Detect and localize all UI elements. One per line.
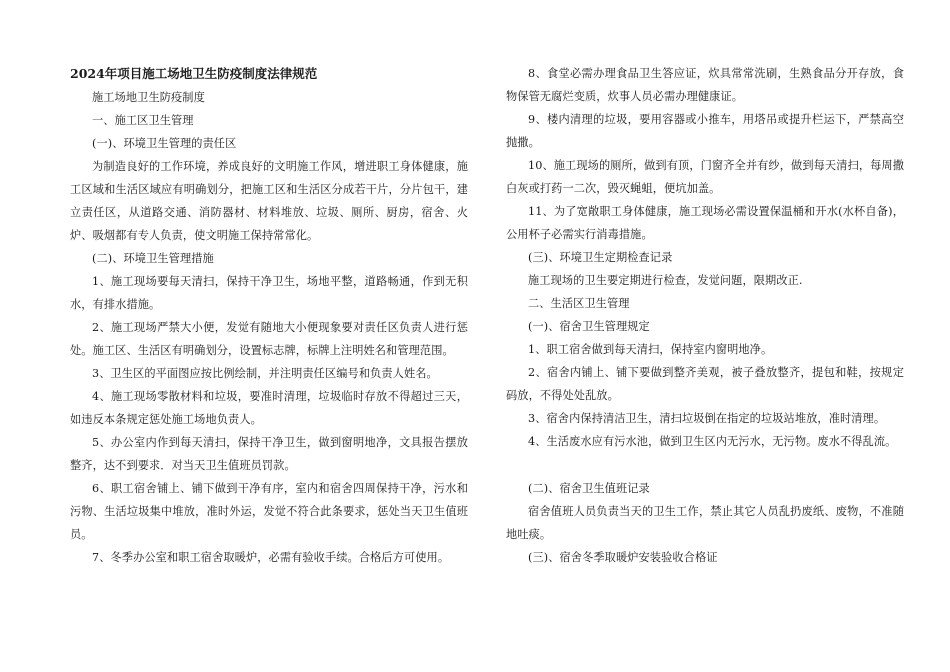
paragraph: 9、楼内清理的垃圾，要用容器或小推车，用塔吊或提升栏运下，严禁高空抛撒。 <box>506 113 904 149</box>
subsection-heading: (一)、环境卫生管理的责任区 <box>92 137 237 150</box>
paragraph: 11、为了宽敞职工身体健康，施工现场必需设置保温桶和开水(水杯自备)，公用杯子必需实行消毒措施。 <box>506 205 904 241</box>
paragraph: 7、冬季办公室和职工宿舍取暖炉，必需有验收手续。合格后方可使用。 <box>92 551 450 564</box>
spacer <box>506 453 904 477</box>
paragraph: 8、食堂必需办理食品卫生答应证，炊具常常洗刷，生熟食品分开存放，食物保管无腐烂变质，炊事人员必需办理健康证。 <box>506 67 904 103</box>
paragraph: 4、施工现场零散材料和垃圾，要准时清理，垃圾临时存放不得超过三天，如违反本条规定惩处施工场地负责人。 <box>70 390 468 426</box>
paragraph: 1、职工宿舍做到每天清扫，保持室内窗明地净。 <box>528 343 773 356</box>
paragraph: 宿舍值班人员负责当天的卫生工作，禁止其它人员乱扔废纸、废物，不准随地吐痰。 <box>506 505 904 541</box>
left-column <box>70 62 468 569</box>
subsection-heading: (一)、宿舍卫生管理规定 <box>528 320 650 333</box>
right-column <box>506 62 904 569</box>
subsection-heading: (三)、环境卫生定期检查记录 <box>528 251 673 264</box>
paragraph: 1、施工现场要每天清扫，保持干净卫生，场地平整，道路畅通，作到无积水，有排水措施。 <box>70 275 468 311</box>
paragraph: 3、宿舍内保持清洁卫生，清扫垃圾倒在指定的垃圾站堆放，准时清理。 <box>528 412 886 425</box>
subsection-heading: (二)、环境卫生管理措施 <box>92 252 214 265</box>
subsection-heading: (三)、宿舍冬季取暖炉安装验收合格证 <box>528 551 718 564</box>
paragraph: 2、施工现场严禁大小便，发觉有随地大小便现象要对责任区负责人进行惩处。施工区、生活区有明确划分，设置标志牌，标牌上注明姓名和管理范围。 <box>70 321 468 357</box>
section-heading: 二、生活区卫生管理 <box>528 297 630 310</box>
document-title: 2024年项目施工场地卫生防疫制度法律规范 <box>70 66 318 81</box>
paragraph: 3、卫生区的平面图应按比例绘制，并注明责任区编号和负责人姓名。 <box>92 367 438 380</box>
paragraph: 10、施工现场的厕所，做到有顶，门窗齐全并有纱，做到每天清扫，每周撒白灰或打药一二次，毁灭蝇蛆，便坑加盖。 <box>506 159 904 195</box>
paragraph: 施工场地卫生防疫制度 <box>92 91 205 104</box>
paragraph: 2、宿舍内铺上、铺下要做到整齐美观，被子叠放整齐，提包和鞋，按规定码放，不得处处乱放。 <box>506 366 904 402</box>
paragraph: 施工现场的卫生要定期进行检查，发觉问题，限期改正. <box>528 274 803 287</box>
paragraph: 6、职工宿舍铺上、铺下做到干净有序，室内和宿舍四周保持干净，污水和污物、生活垃圾集中堆放，准时外运，发觉不符合此条要求，惩处当天卫生值班员。 <box>70 482 468 541</box>
subsection-heading: (二)、宿舍卫生值班记录 <box>528 482 650 495</box>
paragraph: 4、生活废水应有污水池，做到卫生区内无污水，无污物。废水不得乱流。 <box>528 435 897 448</box>
paragraph: 为制造良好的工作环境，养成良好的文明施工作风，增进职工身体健康，施工区域和生活区域应有明确划分，把施工区和生活区分成若干片，分片包干，建立责任区，从道路交通、消防器材、材料堆放、垃圾、厕所、厨房，宿舍、火炉、吸烟都有专人负责，使文明施工保持常常化。 <box>70 160 468 242</box>
section-heading: 一、施工区卫生管理 <box>92 114 194 127</box>
paragraph: 5、办公室内作到每天清扫，保持干净卫生，做到窗明地净，文具报告摆放整齐，达不到要求．对当天卫生值班员罚款。 <box>70 436 468 472</box>
